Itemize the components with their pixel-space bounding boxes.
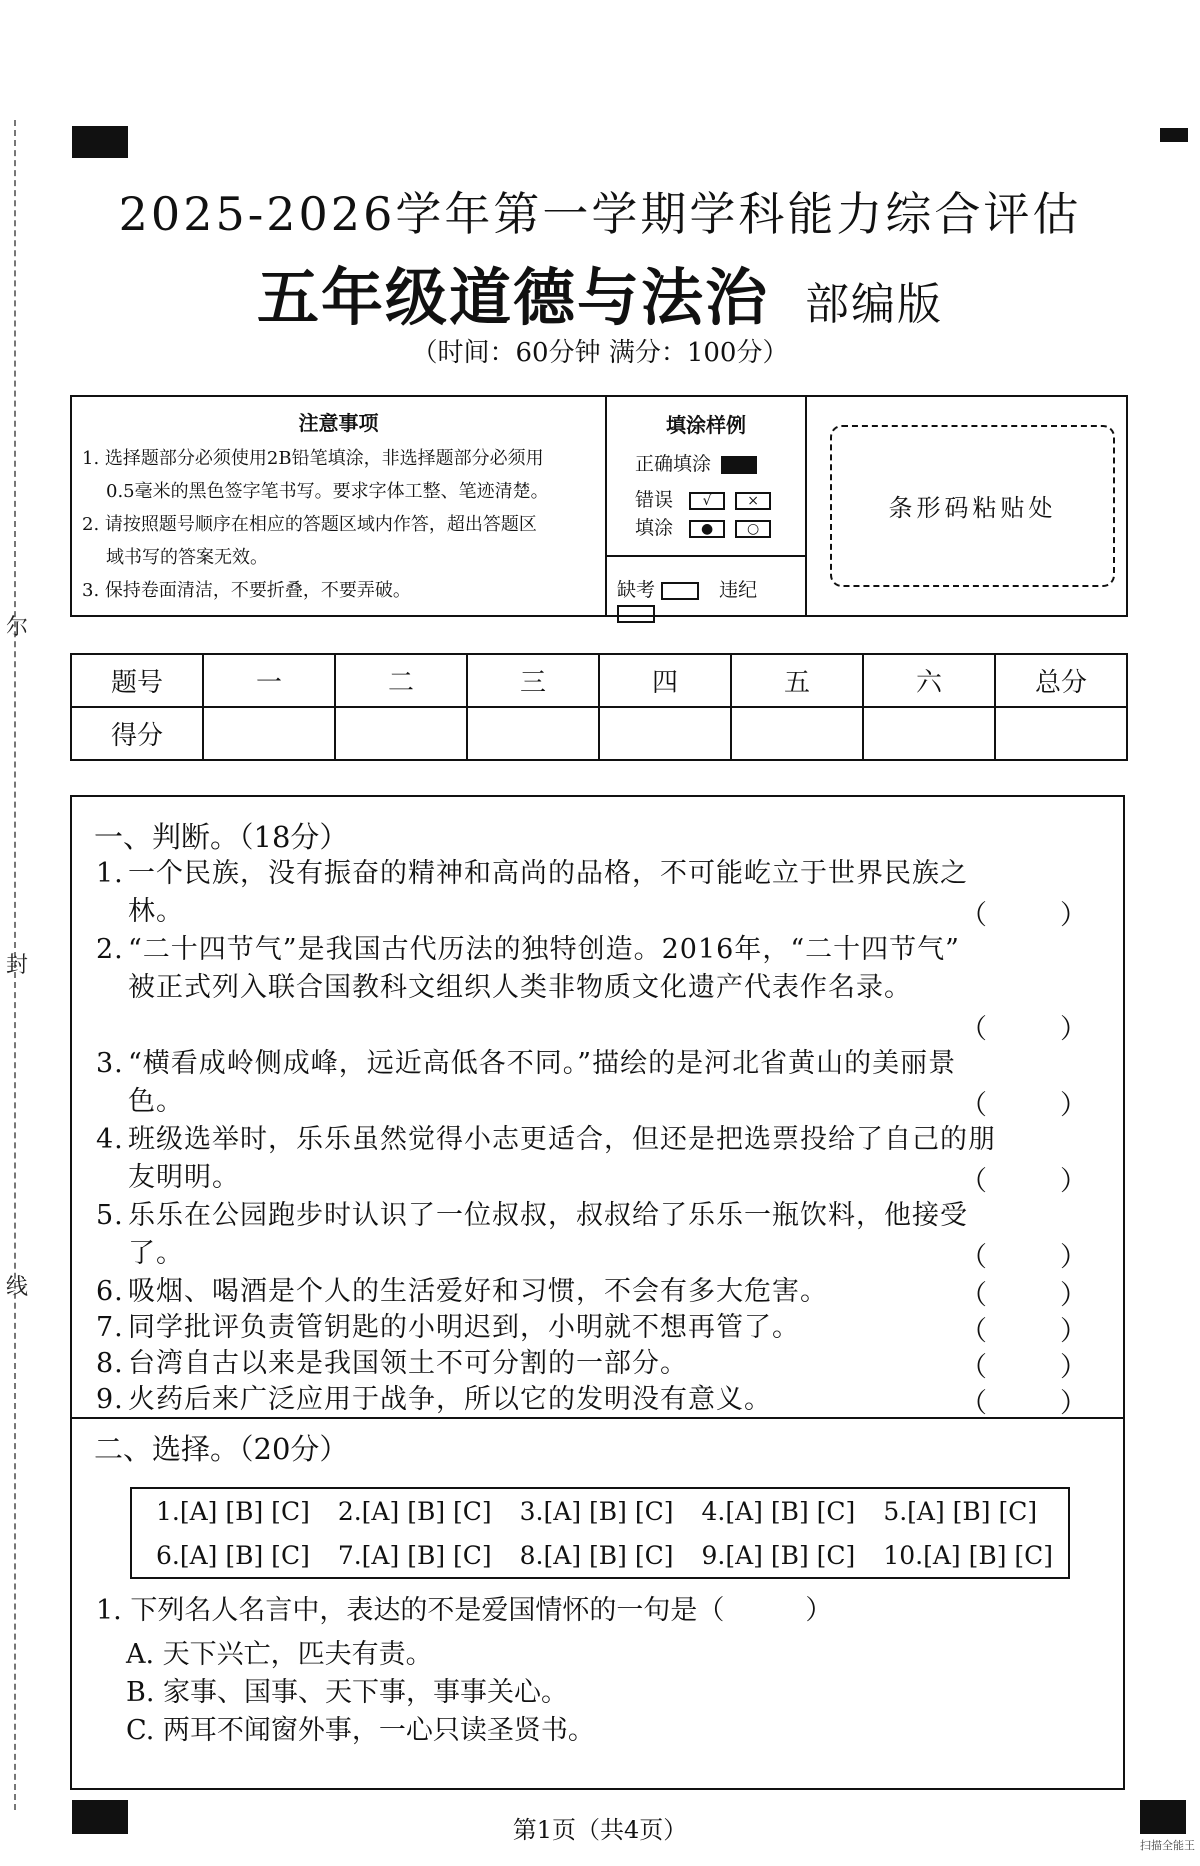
score-cell[interactable] <box>467 707 599 760</box>
question-text: 友明明。 <box>128 1162 240 1193</box>
paren-left: （ <box>960 1166 987 1197</box>
question-text: 同学批评负责管钥匙的小明迟到，小明就不想再管了。 <box>128 1312 800 1343</box>
choice-answer-grid <box>130 1487 1070 1579</box>
question-text: 一个民族，没有振奋的精神和高尚的品格，不可能屹立于世界民族之 <box>128 858 968 889</box>
question-text: 林。 <box>128 896 184 927</box>
score-cell[interactable] <box>863 707 995 760</box>
choice-option-b: B. 家事、国事、天下事，事事关心。 <box>126 1677 569 1708</box>
answer-row-2 <box>156 1541 1053 1570</box>
dot-mark-icon: ● <box>689 520 725 538</box>
answer-parentheses[interactable] <box>960 1007 1087 1046</box>
absent-label: 缺考 <box>617 579 656 601</box>
question-number: 9. <box>96 1384 124 1415</box>
judgment-question-5 <box>96 1197 1106 1273</box>
binding-label-2: 封 <box>6 953 29 978</box>
registration-mark-top-left <box>72 126 128 158</box>
answer-row-1 <box>156 1497 1037 1526</box>
question-text: 火药后来广泛应用于战争，所以它的发明没有意义。 <box>128 1384 772 1415</box>
question-number: 8. <box>96 1348 124 1379</box>
score-cell[interactable] <box>335 707 467 760</box>
answer-option-set[interactable]: 8.[A] [B] [C] <box>519 1541 674 1570</box>
question-text: 被正式列入联合国教科文组织人类非物质文化遗产代表作名录。 <box>128 972 912 1003</box>
section2-heading: 二、选择。（20分） <box>94 1432 349 1466</box>
correct-fill-label: 正确填涂 <box>635 453 712 475</box>
answer-option-set[interactable]: 4.[A] [B] [C] <box>701 1497 856 1526</box>
answer-parentheses[interactable] <box>960 893 1087 932</box>
judgment-question-8 <box>96 1345 1106 1383</box>
paren-left: （ <box>960 1280 987 1311</box>
notice-panel <box>70 395 1128 617</box>
choice-question-1: 1. 下列名人名言中，表达的不是爱国情怀的一句是（ ） <box>96 1595 833 1626</box>
answer-parentheses[interactable] <box>960 1235 1087 1274</box>
question-text: 乐乐在公园跑步时认识了一位叔叔，叔叔给了乐乐一瓶饮料，他接受 <box>128 1200 968 1231</box>
paren-right: ） <box>1060 1316 1087 1347</box>
registration-mark-top-right <box>1160 128 1188 142</box>
answer-parentheses[interactable] <box>960 1083 1087 1122</box>
paren-right: ） <box>1060 1014 1087 1045</box>
section1-heading: 一、判断。（18分） <box>94 820 349 854</box>
edition-label: 部编版 <box>805 279 943 330</box>
paren-right: ） <box>1060 1352 1087 1383</box>
table-row <box>71 707 1127 760</box>
cross-mark-icon: × <box>735 492 771 510</box>
paren-right: ） <box>1060 900 1087 931</box>
judgment-question-9 <box>96 1381 1106 1419</box>
subject-name: 五年级道德与法治 <box>256 261 769 334</box>
answer-parentheses[interactable] <box>960 1345 1087 1384</box>
notice-item: 0.5毫米的黑色签字笔书写。要求字体工整、笔迹清楚。 <box>106 481 549 502</box>
judgment-question-7 <box>96 1309 1106 1347</box>
question-text: 色。 <box>128 1086 184 1117</box>
violation-label: 违纪 <box>719 579 758 601</box>
absence-row <box>607 555 805 615</box>
violation-checkbox[interactable] <box>617 605 655 623</box>
fill-sample-title: 填涂样例 <box>666 413 746 437</box>
question-text: “横看成岭侧成峰，远近高低各不同。”描绘的是河北省黄山的美丽景 <box>128 1048 957 1079</box>
answer-parentheses[interactable] <box>960 1309 1087 1348</box>
answer-option-set[interactable]: 6.[A] [B] [C] <box>156 1541 310 1570</box>
paren-left: （ <box>960 1242 987 1273</box>
choice-option-a: A. 天下兴亡，匹夫有责。 <box>126 1639 433 1670</box>
paren-right: ） <box>1060 1388 1087 1419</box>
table-cell: 总分 <box>995 654 1127 707</box>
fill-sample-section <box>607 397 807 615</box>
exam-title: 2025-2026学年第一学期学科能力综合评估 <box>118 187 1082 241</box>
circle-mark-icon: ○ <box>735 520 771 538</box>
score-cell[interactable] <box>995 707 1127 760</box>
table-cell: 得分 <box>71 707 203 760</box>
absent-checkbox[interactable] <box>661 582 699 600</box>
question-number: 3. <box>96 1048 124 1079</box>
answer-option-set[interactable]: 9.[A] [B] [C] <box>701 1541 856 1570</box>
notice-item: 域书写的答案无效。 <box>106 547 268 568</box>
judgment-question-4 <box>96 1121 1106 1197</box>
answer-option-set[interactable]: 3.[A] [B] [C] <box>519 1497 674 1526</box>
notice-item: 3. 保持卷面清洁，不要折叠，不要弄破。 <box>82 580 411 601</box>
table-row <box>71 654 1127 707</box>
paren-left: （ <box>960 1014 987 1045</box>
question-panel <box>70 795 1125 1790</box>
judgment-question-1 <box>96 855 1106 931</box>
table-cell: 题号 <box>71 654 203 707</box>
binding-label-1: 尔 <box>6 615 29 640</box>
notice-item: 2. 请按照题号顺序在相应的答题区域内作答，超出答题区 <box>82 514 537 535</box>
answer-option-set[interactable]: 5.[A] [B] [C] <box>883 1497 1038 1526</box>
score-cell[interactable] <box>203 707 335 760</box>
check-mark-icon: √ <box>689 492 725 510</box>
table-cell: 六 <box>863 654 995 707</box>
question-text: 台湾自古以来是我国领土不可分割的一部分。 <box>128 1348 688 1379</box>
answer-parentheses[interactable] <box>960 1381 1087 1420</box>
paren-left: （ <box>960 1090 987 1121</box>
table-cell: 二 <box>335 654 467 707</box>
judgment-question-3 <box>96 1045 1106 1121</box>
scanner-watermark: 扫描全能王 <box>1140 1839 1195 1852</box>
judgment-question-2 <box>96 931 1106 1007</box>
question-number: 5. <box>96 1200 124 1231</box>
section-divider <box>72 1417 1123 1419</box>
paren-right: ） <box>1060 1090 1087 1121</box>
table-cell: 五 <box>731 654 863 707</box>
table-cell: 四 <box>599 654 731 707</box>
score-cell[interactable] <box>731 707 863 760</box>
correct-fill-row <box>635 449 757 476</box>
answer-parentheses[interactable] <box>960 1159 1087 1198</box>
question-number: 7. <box>96 1312 124 1343</box>
paren-right: ） <box>1060 1242 1087 1273</box>
answer-parentheses[interactable] <box>960 1273 1087 1312</box>
paren-left: （ <box>960 900 987 931</box>
notice-section <box>72 397 607 615</box>
filled-box-icon <box>721 456 757 474</box>
question-text: 班级选举时，乐乐虽然觉得小志更适合，但还是把选票投给了自己的朋 <box>128 1124 996 1155</box>
question-text: 了。 <box>128 1238 184 1269</box>
paren-left: （ <box>960 1388 987 1419</box>
subject-title <box>0 248 1200 337</box>
table-cell: 三 <box>467 654 599 707</box>
answer-option-set[interactable]: 10.[A] [B] [C] <box>883 1541 1054 1570</box>
question-number: 4. <box>96 1124 124 1155</box>
wrong-fill-row-1 <box>635 485 771 512</box>
notice-item: 1. 选择题部分必须使用2B铅笔填涂，非选择题部分必须用 <box>82 448 544 469</box>
binding-label-3: 线 <box>6 1275 29 1300</box>
judgment-question-6 <box>96 1273 1106 1311</box>
wrong-fill-row-2 <box>635 513 771 540</box>
choice-option-c: C. 两耳不闻窗外事，一心只读圣贤书。 <box>126 1715 595 1746</box>
page-number: 第1页（共4页） <box>512 1816 688 1844</box>
answer-option-set[interactable]: 2.[A] [B] [C] <box>337 1497 492 1526</box>
answer-option-set[interactable]: 7.[A] [B] [C] <box>337 1541 492 1570</box>
table-cell: 一 <box>203 654 335 707</box>
question-text: 吸烟、喝酒是个人的生活爱好和习惯，不会有多大危害。 <box>128 1276 828 1307</box>
notice-title: 注意事项 <box>298 411 379 435</box>
question-number: 1. <box>96 858 124 889</box>
wrong-fill-label-1: 错误 <box>635 489 674 511</box>
barcode-area: 条形码粘贴处 <box>830 425 1115 587</box>
score-cell[interactable] <box>599 707 731 760</box>
paren-right: ） <box>1060 1166 1087 1197</box>
exam-info: （时间：60分钟 满分：100分） <box>411 338 789 368</box>
answer-option-set[interactable]: 1.[A] [B] [C] <box>156 1497 310 1526</box>
paren-right: ） <box>1060 1280 1087 1311</box>
question-number: 6. <box>96 1276 124 1307</box>
question-number: 2. <box>96 934 124 965</box>
paren-left: （ <box>960 1352 987 1383</box>
wrong-fill-label-2: 填涂 <box>635 517 674 539</box>
question-text: “二十四节气”是我国古代历法的独特创造。2016年，“二十四节气” <box>128 934 960 965</box>
score-table <box>70 653 1128 761</box>
paren-left: （ <box>960 1316 987 1347</box>
